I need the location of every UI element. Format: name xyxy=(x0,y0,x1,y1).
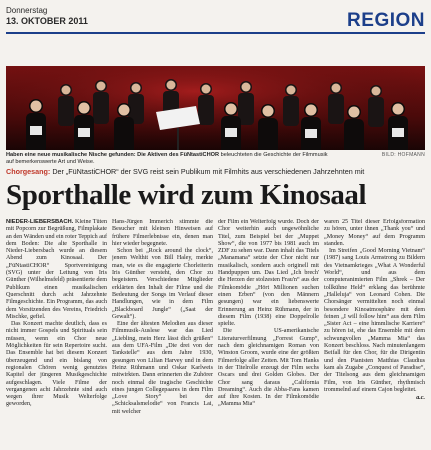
choir-photo-illustration xyxy=(6,66,425,150)
author-initials: a.c. xyxy=(416,395,425,402)
column-1 xyxy=(6,219,107,447)
caption-bold: Haben eine neue musikalische Nische gefunden: Die Aktiven des FüNtastiCHOR xyxy=(6,152,220,158)
paragraph: Eine der ältesten Melodien aus dieser Filmmusik-Auslese war das Lied „Liebling, mein Herz lässt dich grüßen“ aus dem UFA-Film „Die drei von der Tankstelle“ aus dem Jahre 1930, gesungen von Lilian Harvey und in dem Heinz Rühmann und Oskar Karlweis mitwirkten. Dann erinnerten die Zuhörer noch einmal die tragische Geschichte eines jungen Collegepaares in dem Film „Love Story“ bei der „Schicksalsmelodie“ von Francis Lai, mit welcher xyxy=(112,321,213,415)
paragraph: Die US-amerikanische Literaturverfilmung „Forrest Gump“, nach dem gleichnamigen Roman von Winston Groom, wurde eine der größten Filmerfolge aller Zeiten. Mit Tom Hanks in der Titelrolle erzeugt der Film sechs Oscars und drei Golden Globes. Der Chor sang daraus „California Dreaming“. Auch die Abba-Fans kamen auf ihre Kosten. In der Filmkomödie „Mamma Mia“ xyxy=(218,328,319,408)
date: 13. OKTOBER 2011 xyxy=(6,16,88,26)
issue-date xyxy=(6,6,88,26)
paragraph xyxy=(6,219,107,321)
paragraph: Im Streifen „Good Morning Vietnam“ (1987) sang Louis Armstrong zu Bildern des Vietnamkrieges „What A Wonderful World“, und aus dem computeranimierten Film „Shrek – Der tollkühne Held“ erklang das berühmte „Halleluja“ von Leonard Cohen. Die Chorsänger vermittelten noch einmal besondere Kinoatmosphäre mit dem feinen „I will follow him“ aus dem Film „Sister Act – eine himmlische Karriere“ zu hören ist, ehe das Ensemble mit dem schwungvollen „Mamma Mia“ das Konzert beschloss. Nach minutenlangem Beifall für den Chor, für die Dirigentin und den Pianisten Matthias Claudius kam als Zugabe „Conquest of Paradise“, der Titelsong aus dem gleichnamigen Film, von Iris Günther, rhythmisch trommelnd auf einem Cajon begleitet. xyxy=(324,248,425,393)
paragraph: Das Konzert machte deutlich, dass es nicht immer Gospels und Spirituals sein müssen, wenn ein Chor neue Möglichkeiten für sein Repertoire sucht. Das Ensemble hat bei diesem Konzert überzeugend und ein bislang von regionalen Chören wenig genutztes Kapitel der jüngeren Musikgeschichte aufgeschlagen. Viele Filme der vergangenen acht Jahrzehnte sind auch wegen ihrer Musik Welterfolge geworden, xyxy=(6,321,107,408)
kicker-label: Chorgesang: xyxy=(6,167,51,176)
column-4 xyxy=(324,219,425,447)
caption-text: beleuchteten die Geschichte der Filmmusik auf bemerkenswerte Art und Weise. xyxy=(6,152,328,165)
paragraph-text: Kleine Tüten mit Popcorn zur Begrüßung, Filmplakate an den Wänden und ein roter Teppich auf dem Boden: Die alte Sporthalle in Nieder-Liebersbach wurde an diesem Abend zum Kinosaal. Der „FüNtastiCHOR“ Sportvereinigung (SVG) unter der Leitung von Iris Günther (Wilhelmsfeld) präsentierte dem Publikum einen musikalischen Querschnitt durch acht Jahrzehnte Filmgeschichte. Ein Programm, das auch dem Vorsitzenden des Vereins, Friedrich Mischke, gefiel. xyxy=(6,219,107,320)
column-3 xyxy=(218,219,319,447)
kicker xyxy=(6,167,425,176)
photo-credit: BILD: HOFMANN xyxy=(381,152,425,158)
weekday: Donnerstag xyxy=(6,6,48,15)
choir-photo xyxy=(6,66,425,150)
kicker-text: Der „FüNtastiCHOR“ der SVG reist sein Publikum mit Filmhits aus verschiedenen Jahrzehnten mit xyxy=(50,167,365,176)
paragraph: Hans-Jürgen Immerich stimmte die Besucher mit kleinen Hinweisen auf frühere Filmerlebnisse ein, denen man hier wieder begegnete. xyxy=(112,219,213,247)
photo-caption xyxy=(6,152,336,166)
column-2 xyxy=(112,219,213,447)
paragraph: waren 25 Titel dieser Erfolgsformation zu hören, unter ihnen „Thank you“ und „Money Money“ auf dem Programm standen. xyxy=(324,219,425,247)
paragraph: Schon bei „Rock around the clock“, jenem Welthit von Bill Haley, merkte man, wie es die engagierte Chorleiterin Iris Günther versteht, den Chor zu begeistern. Verschiedene Mitglieder erklärten den Inhalt der Filme und die Bedeutung der Songs im Verlauf dieser Handlungen, wie in dem Film „Blackboard Jungle“ („Saat der Gewalt“). xyxy=(112,248,213,320)
article-body xyxy=(6,219,425,447)
paragraph: der Film ein Welterfolg wurde. Doch der Chor weiterhin auch ungewöhnliche Titel, zum Beispiel bei der „Muppet Show“, die von 1977 bis 1981 auch im ZDF zu sehen war. Dann inhalt das Titels „Manamana“ setzte der Chor nicht nur musikalisch, sondern auch originell mit Handpuppen um. Das Lied „Ich brech' die Herzen der stolzesten Frau'n“ aus der Filmkomödie „Hört Millionen suchen einen Erben“ (von den Männern gesungen) war ein liebenswerte Erinnerung an Heinz Rühmann, der in diesem Film (1938) eine Doppelrolle spielte. xyxy=(218,219,319,328)
dateline: NIEDER-LIEBERSBACH. xyxy=(6,219,74,225)
section-title: REGION xyxy=(347,10,425,31)
header-rule xyxy=(6,32,425,34)
headline: Sporthalle wird zum Kinosaal xyxy=(6,179,367,211)
